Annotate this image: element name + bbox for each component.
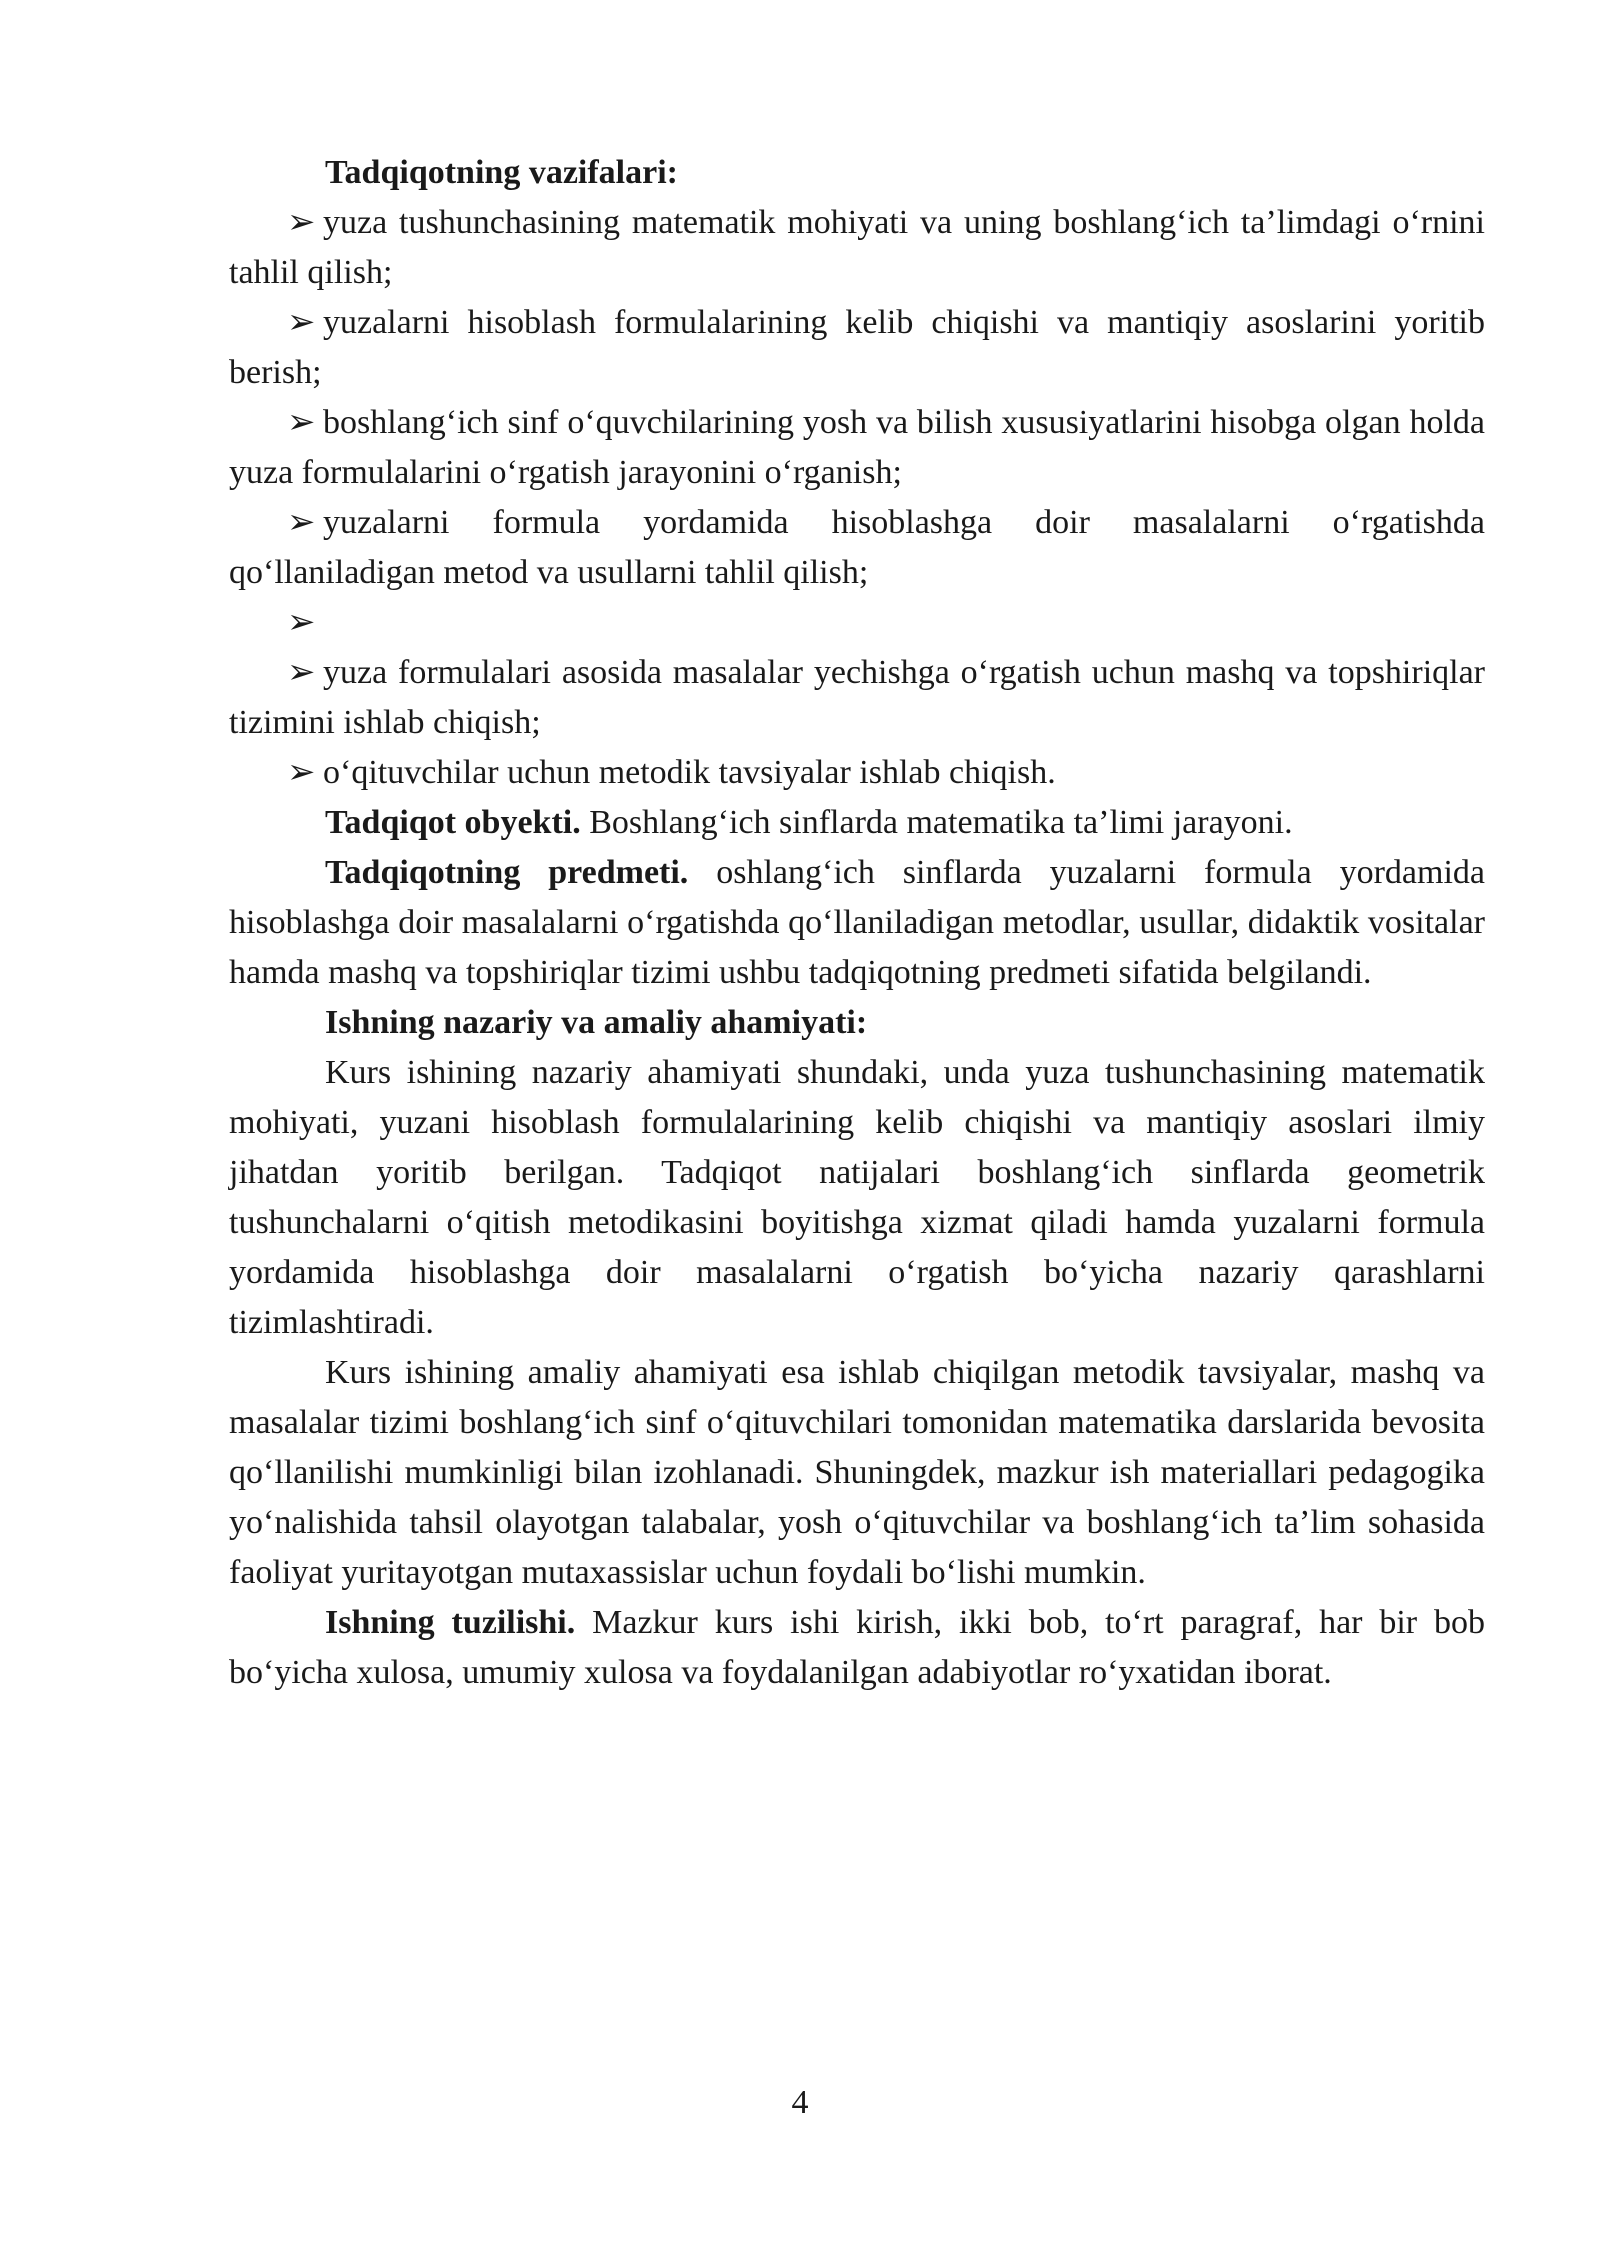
task-item-empty [229, 598, 1485, 648]
task-text: yuza tushunchasining matematik mohiyati va uning boshlang‘ich ta’limdagi o‘rnini tahlil qilish; [229, 204, 1485, 291]
task-item [229, 748, 1485, 798]
research-subject-label: Tadqiqotning predmeti. [325, 854, 689, 891]
arrow-bullet-icon: ➢ [287, 754, 316, 791]
arrow-bullet-icon: ➢ [287, 304, 316, 341]
arrow-bullet-icon: ➢ [287, 404, 316, 441]
task-text: o‘qituvchilar uchun metodik tavsiyalar ishlab chiqish. [323, 754, 1056, 791]
page-content [229, 148, 1485, 1698]
arrow-bullet-icon: ➢ [287, 204, 316, 241]
structure-label: Ishning tuzilishi. [325, 1604, 576, 1641]
task-item [229, 648, 1485, 748]
research-subject-paragraph [229, 848, 1485, 998]
task-item [229, 498, 1485, 598]
theoretical-significance-paragraph: Kurs ishining nazariy ahamiyati shundaki, unda yuza tushunchasining matematik mohiyati, yuzani hisoblash formulalarining kelib chiqishi va mantiqiy asoslari ilmiy jihatdan yoritib berilgan. Tadqiqot natijalari boshlang‘ich sinflarda geometrik tushunchalarni o‘qitish metodikasini boyitishga xizmat qiladi hamda yuzalarni formula yordamida hisoblashga doir masalalarni o‘rgatish bo‘yicha nazariy qarashlarni tizimlashtiradi. [229, 1054, 1485, 1341]
research-object-paragraph [229, 798, 1485, 848]
arrow-bullet-icon: ➢ [287, 654, 316, 691]
task-text: yuza formulalari asosida masalalar yechishga o‘rgatish uchun mashq va topshiriqlar tizimini ishlab chiqish; [229, 654, 1485, 741]
research-object-text: Boshlang‘ich sinflarda matematika ta’limi jarayoni. [580, 804, 1293, 841]
page-number: 4 [791, 2084, 809, 2121]
research-subject-text: oshlang‘ich sinflarda yuzalarni formula yordamida hisoblashga doir masalalarni o‘rgatishda qo‘llaniladigan metodlar, usullar, didaktik vositalar hamda mashq va topshiriqlar tizimi ushbu tadqiqotning predmeti sifatida belgilandi. [229, 854, 1485, 991]
arrow-bullet-icon: ➢ [287, 504, 316, 541]
task-item [229, 298, 1485, 398]
tasks-heading: Tadqiqotning vazifalari: [325, 154, 678, 191]
practical-significance-paragraph: Kurs ishining amaliy ahamiyati esa ishlab chiqilgan metodik tavsiyalar, mashq va masalalar tizimi boshlang‘ich sinf o‘qituvchilari tomonidan matematika darslarida bevosita qo‘llanilishi mumkinligi bilan izohlanadi. Shuningdek, mazkur ish materiallari pedagogika yo‘nalishida tahsil olayotgan talabalar, yosh o‘qituvchilar va boshlang‘ich ta’lim sohasida faoliyat yuritayotgan mutaxassislar uchun foydali bo‘lishi mumkin. [229, 1354, 1485, 1591]
research-object-label: Tadqiqot obyekti. [325, 804, 581, 841]
task-text: yuzalarni formula yordamida hisoblashga doir masalalarni o‘rgatishda qo‘llaniladigan metod va usullarni tahlil qilish; [229, 504, 1485, 591]
structure-text: Mazkur kurs ishi kirish, ikki bob, to‘rt paragraf, har bir bob bo‘yicha xulosa, umumiy xulosa va foydalanilgan adabiyotlar ro‘yxatidan iborat. [229, 1604, 1486, 1691]
significance-heading: Ishning nazariy va amaliy ahamiyati: [325, 1004, 868, 1041]
arrow-bullet-icon: ➢ [287, 604, 316, 641]
task-item [229, 398, 1485, 498]
task-text: boshlang‘ich sinf o‘quvchilarining yosh va bilish xususiyatlarini hisobga olgan holda yuza formulalarini o‘rgatish jarayonini o‘rganish; [229, 404, 1485, 491]
task-text: yuzalarni hisoblash formulalarining kelib chiqishi va mantiqiy asoslarini yoritib berish; [229, 304, 1485, 391]
structure-paragraph [229, 1598, 1485, 1698]
task-item [229, 198, 1485, 298]
